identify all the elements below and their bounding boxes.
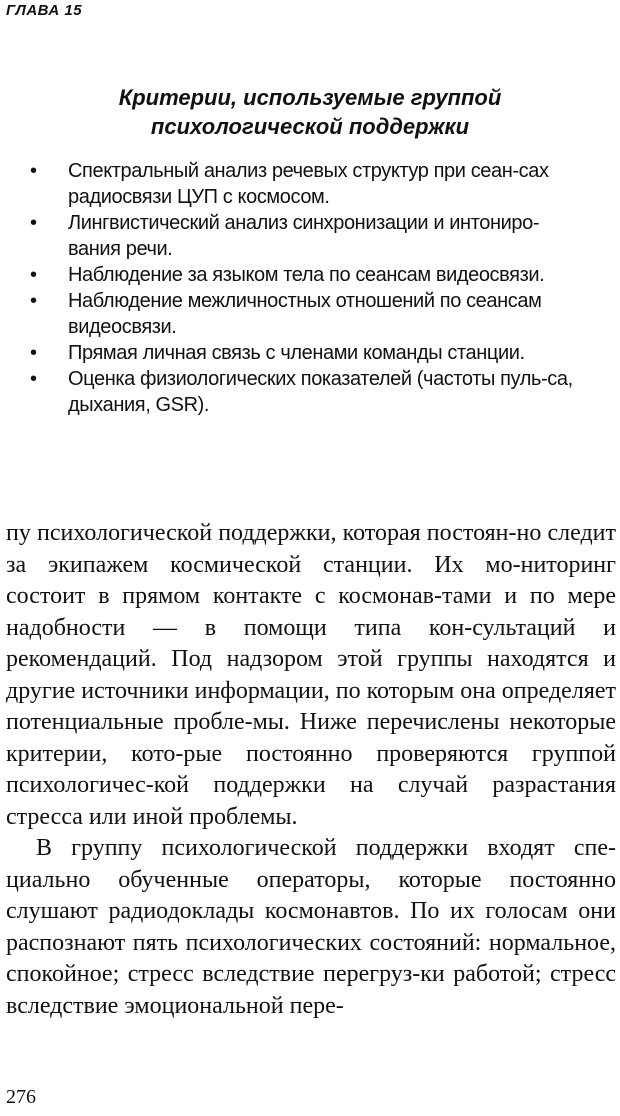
criteria-item: • Оценка физиологических показателей (частоты пуль-са, дыхания, GSR). [30, 366, 590, 418]
page-number: 276 [6, 1086, 36, 1108]
criteria-item: • Прямая личная связь с членами команды станции. [30, 340, 590, 366]
criteria-item: • Спектральный анализ речевых структур при сеан-сах радиосвязи ЦУП с космосом. [30, 158, 590, 210]
body-text [6, 518, 616, 1022]
criteria-list [30, 158, 590, 418]
body-paragraph: В группу психологической поддержки входят спе-циально обученные операторы, которые постоянно слушают радиодоклады космонавтов. По их голосам они распознают пять психологических состояний: нормальное, спокойное; стресс вследствие перегруз-ки работой; стресс вследствие эмоциональной пере- [6, 835, 616, 1019]
criteria-item: • Наблюдение за языком тела по сеансам видеосвязи. [30, 262, 590, 288]
chapter-header: ГЛАВА 15 [6, 2, 83, 19]
criteria-item: • Наблюдение межличностных отношений по сеансам видеосвязи. [30, 288, 590, 340]
criteria-item: • Лингвистический анализ синхронизации и интониро-вания речи. [30, 210, 590, 262]
body-paragraph: пу психологической поддержки, которая постоян-но следит за экипажем космической станции. Их мо-ниторинг состоит в прямом контакте с космонав-тами и по мере надобности — в помощи типа кон-сультаций и рекомендаций. Под надзором этой группы находятся и другие источники информации, по которым она определяет потенциальные пробле-мы. Ниже перечислены некоторые критерии, кото-рые постоянно проверяются группой психологичес-кой поддержки на случай разрастания стресса или иной проблемы. [6, 520, 616, 830]
sidebar-title-line: Критерии, используемые группой [118, 85, 502, 110]
sidebar-title-line: психологической поддержки [150, 114, 470, 139]
sidebar-title [0, 83, 620, 141]
